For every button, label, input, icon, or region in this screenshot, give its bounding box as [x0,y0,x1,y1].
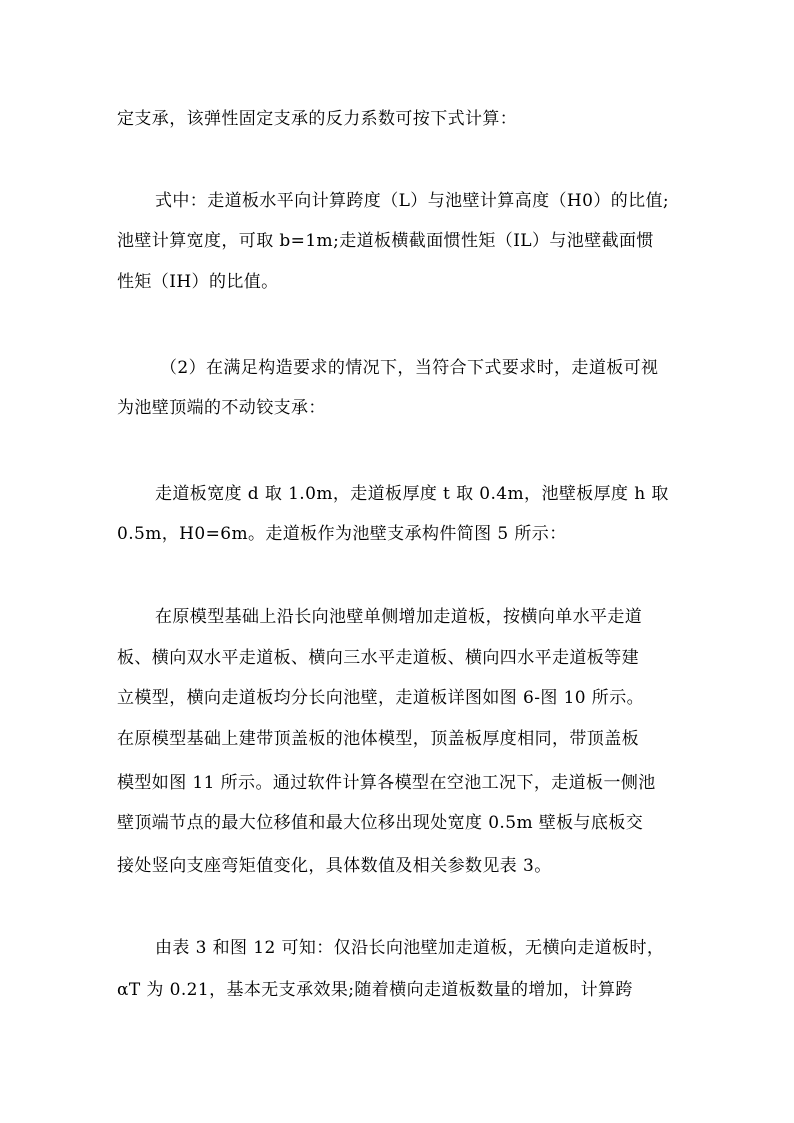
text-line: 壁顶端节点的最大位移值和最大位移出现处宽度 0.5m 壁板与底板交 [117,813,644,833]
text-line: 由表 3 和图 12 可知：仅沿长向池壁加走道板，无横向走道板时， [155,938,665,958]
text-line: 立模型，横向走道板均分长向池壁，走道板详图如图 6-图 10 所示。 [117,688,645,708]
text-line: 式中：走道板水平向计算跨度（L）与池壁计算高度（H0）的比值; [155,191,670,211]
text-line: 接处竖向支座弯矩值变化，具体数值及相关参数见表 3。 [117,856,552,876]
text-line: 板、横向双水平走道板、横向三水平走道板、横向四水平走道板等建 [117,648,639,668]
text-line: 池壁计算宽度，可取 b=1m;走道板横截面惯性矩（IL）与池壁截面惯 [117,231,654,251]
text-line: 在原模型基础上建带顶盖板的池体模型，顶盖板厚度相同，带顶盖板 [117,729,639,749]
text-line: 性矩（IH）的比值。 [117,272,279,292]
text-line: 为池壁顶端的不动铰支承： [117,398,326,418]
text-line: 走道板宽度 d 取 1.0m，走道板厚度 t 取 0.4m，池壁板厚度 h 取 [155,484,669,504]
text-line: αT 为 0.21，基本无支承效果;随着横向走道板数量的增加，计算跨 [117,980,633,1000]
text-line: 模型如图 11 所示。通过软件计算各模型在空池工况下，走道板一侧池 [117,773,656,793]
text-line: 在原模型基础上沿长向池壁单侧增加走道板，按横向单水平走道 [155,607,643,627]
text-line: （2）在满足构造要求的情况下，当符合下式要求时，走道板可视 [160,358,659,378]
text-line: 0.5m，H0=6m。走道板作为池壁支承构件简图 5 所示： [117,524,567,544]
text-line: 定支承，该弹性固定支承的反力系数可按下式计算： [117,109,518,129]
